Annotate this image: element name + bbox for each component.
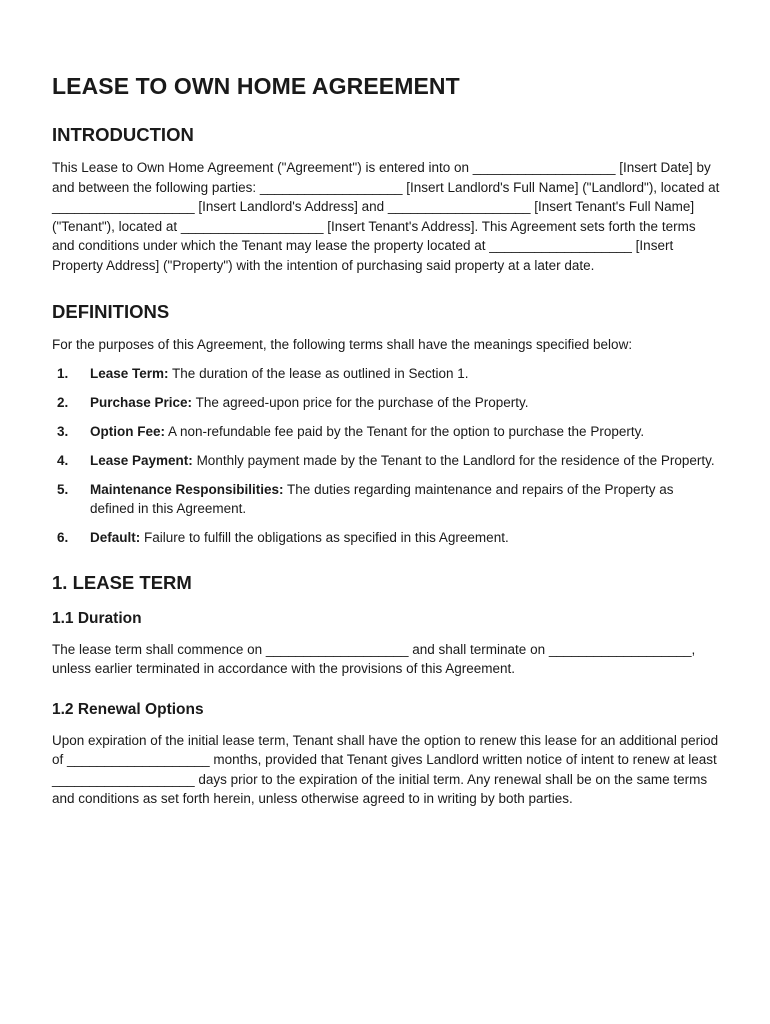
definition-term: Purchase Price: (90, 394, 193, 410)
definition-item (52, 451, 720, 471)
definition-item (52, 422, 720, 442)
definition-text: A non-refundable fee paid by the Tenant for the option to purchase the Property. (165, 423, 645, 439)
definition-term: Lease Payment: (90, 452, 193, 468)
definitions-intro: For the purposes of this Agreement, the following terms shall have the meanings specified below: (52, 337, 633, 352)
duration-heading: 1.1 Duration (52, 609, 142, 627)
definition-number: 3. (57, 423, 69, 439)
duration-paragraph: The lease term shall commence on ___________________ and shall terminate on ___________________, unless earlier terminated in accordance with the provisions of this Agreement. (52, 641, 696, 676)
renewal-options-heading: 1.2 Renewal Options (52, 700, 204, 718)
definition-number: 5. (57, 481, 69, 497)
definition-text: The agreed-upon price for the purchase of the Property. (192, 394, 529, 410)
definitions-list (52, 364, 720, 548)
document-title: LEASE TO OWN HOME AGREEMENT (52, 73, 460, 99)
introduction-paragraph: This Lease to Own Home Agreement ("Agreement") is entered into on ___________________ [Insert Date] by and between the following parties: ___________________ [Insert Landlord's Full Name] ("Landlord"), located at ___________________ [Insert Landlord's Address] and ___________________ [Insert Tenant's Full Name] ("Tenant"), located at ___________________ [Insert Tenant's Address]. This Agreement sets forth the terms and conditions under which the Tenant may lease the property located at ___________________ [Insert Property Address] ("Property") with the intention of purchasing said property at a later date. (52, 160, 720, 273)
definition-term: Default: (90, 530, 141, 545)
definitions-heading: DEFINITIONS (52, 301, 170, 322)
definition-text: The duration of the lease as outlined in Section 1. (168, 365, 469, 381)
definition-item (52, 393, 720, 413)
definition-text: Monthly payment made by the Tenant to the Landlord for the residence of the Property. (192, 452, 715, 468)
definition-text: The duties regarding maintenance and repairs of the Property as defined in this Agreement. (90, 481, 674, 516)
definition-item (52, 528, 720, 548)
definition-number: 4. (57, 452, 69, 468)
introduction-heading: INTRODUCTION (52, 124, 194, 145)
definition-item (52, 364, 720, 384)
definition-item (52, 480, 720, 519)
renewal-options-paragraph: Upon expiration of the initial lease term, Tenant shall have the option to renew this lease for an additional period of ___________________ months, provided that Tenant gives Landlord written notice of intent to renew at least ___________________ days prior to the expiration of the initial term. Any renewal shall be on the same terms and conditions as set forth herein, unless otherwise agreed to in writing by both parties. (52, 732, 719, 806)
definition-text: Failure to fulfill the obligations as specified in this Agreement. (140, 530, 509, 545)
lease-term-heading: 1. LEASE TERM (52, 571, 192, 593)
definition-number: 2. (57, 394, 69, 410)
definition-number: 1. (57, 365, 69, 381)
definition-number: 6. (57, 530, 69, 545)
definition-term: Maintenance Responsibilities: (90, 481, 284, 497)
definition-term: Lease Term: (90, 365, 169, 381)
definition-term: Option Fee: (90, 423, 165, 439)
